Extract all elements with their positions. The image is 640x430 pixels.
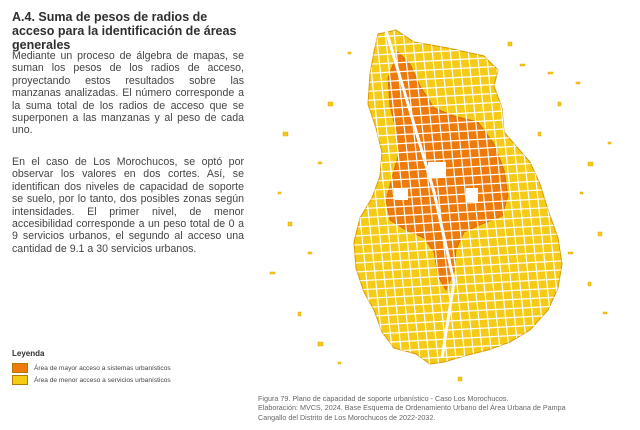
open-block xyxy=(394,188,408,200)
plot xyxy=(598,232,602,236)
street-line xyxy=(318,12,578,22)
legend-title: Leyenda xyxy=(12,349,45,358)
map-legend xyxy=(12,349,252,386)
open-block xyxy=(466,188,478,202)
plot xyxy=(288,222,292,226)
plot xyxy=(588,282,591,286)
plot xyxy=(538,132,541,136)
plot xyxy=(508,42,512,46)
plot xyxy=(298,312,301,316)
figure-source: Elaboración: MVCS, 2024. Base Esquema de Ordenamiento Urbano del Área Urbana de Pampa xyxy=(258,403,566,413)
section-title: A.4. Suma de pesos de radios de acceso para la identificación de áreas generales xyxy=(12,10,237,52)
plot xyxy=(318,162,322,164)
plot xyxy=(580,192,583,194)
street-line xyxy=(554,12,594,387)
street-line xyxy=(563,12,603,387)
plot xyxy=(588,162,593,166)
plot xyxy=(318,342,323,346)
high-access-swatch xyxy=(12,363,28,373)
plot xyxy=(558,102,561,106)
central-plaza xyxy=(428,162,446,178)
intro-paragraph: Mediante un proceso de álgebra de mapas, se suman los pesos de los radios de acceso, proyectando estos resultados sobre las manzanas analizadas. El número corresponde a la suma total de los radios de acceso que se superponen a las manzanas y al peso de cada uno. xyxy=(12,50,244,137)
low-access-swatch xyxy=(12,375,28,385)
plot xyxy=(458,377,462,381)
legend-label-high: Área de mayor acceso a sistemas urbanísticos xyxy=(34,364,171,372)
plot xyxy=(328,102,333,106)
plot xyxy=(283,132,288,136)
street-line xyxy=(318,35,578,49)
figure-label: Figura 79. Plano de capacidad de soporte urbanístico - Caso Los Morochucos. xyxy=(258,394,509,403)
legend-item-high-access xyxy=(12,362,252,374)
figure-source-cont: Cangallo del Distrito de Los Morochucos de 2022-2032. xyxy=(258,412,436,422)
legend-item-low-access xyxy=(12,374,252,386)
legend-label-low: Área de menor acceso a servicios urbanísticos xyxy=(34,376,171,384)
plot xyxy=(576,82,580,84)
plot xyxy=(520,64,525,66)
street-line xyxy=(545,12,585,387)
urban-support-map xyxy=(258,12,628,387)
plot xyxy=(608,142,611,144)
plot xyxy=(603,312,607,314)
plot xyxy=(338,362,341,364)
plot xyxy=(568,252,573,254)
plot xyxy=(308,252,312,254)
street-line xyxy=(318,17,578,31)
method-paragraph: En el caso de Los Morochucos, se optó por observar los valores en dos cortes. Así, se identifican dos niveles de capacidad de soporte se suelo, por lo tanto, dos posibles zonas según intensidades. El primer nivel, de menor accesibilidad corresponde a un peso total de 0 a 9 servicios urbanos, el segundo al acceso una cantidad de 9.1 a 30 servicios urbanos. xyxy=(12,156,244,255)
plot xyxy=(270,272,275,274)
plot xyxy=(548,72,553,74)
plot xyxy=(278,192,281,194)
street-line xyxy=(318,26,578,40)
plot xyxy=(348,52,351,54)
figure-caption xyxy=(258,394,628,422)
